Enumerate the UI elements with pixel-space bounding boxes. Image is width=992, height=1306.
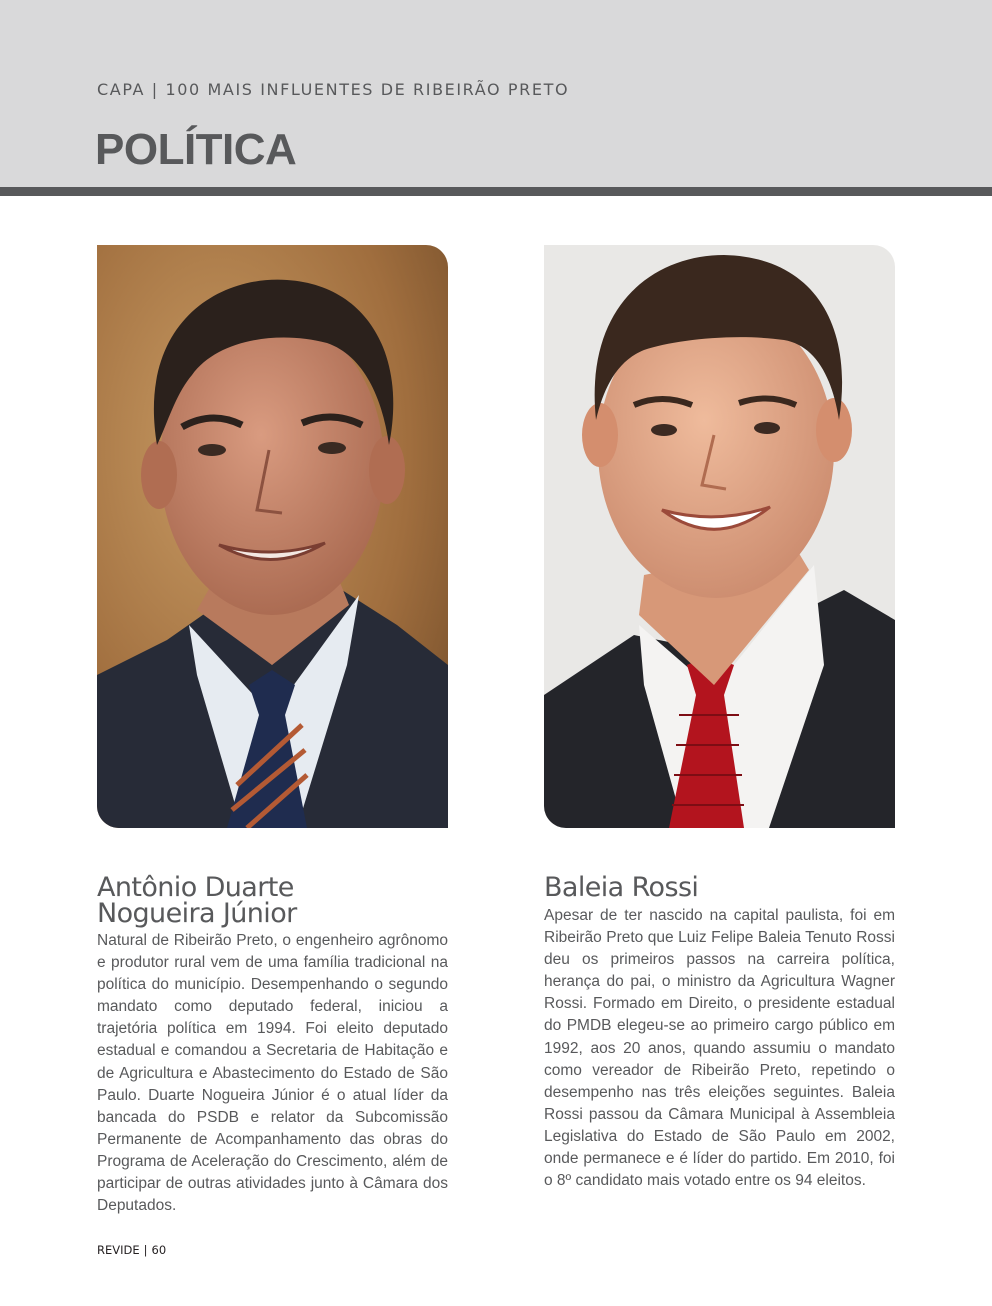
footer-magazine: REVIDE — [97, 1243, 140, 1257]
profile-bio-right: Apesar de ter nascido na capital paulista, foi em Ribeirão Preto que Luiz Felipe Baleia Tenuto Rossi deu os primeiros passos na carreira política, herança do pai, o ministro da Agricultura Wagner Rossi. Formado em Direito, o presidente estadual do PMDB elegeu-se ao primeiro cargo público em 1992, aos 20 anos, quando assumiu o mandato como vereador de Ribeirão Preto, repetindo o desempenho nas três eleições seguintes. Baleia Rossi passou da Câmara Municipal à Assembleia Legislativa do Estado de São Paulo em 2002, onde permanece e é líder do partido. Em 2010, foi o 8º candidato mais votado entre os 94 eleitos. — [544, 907, 895, 1190]
kicker — [97, 80, 569, 99]
profile-bio-left: Natural de Ribeirão Preto, o engenheiro agrônomo e produtor rural vem de uma família tradicional na política do município. Desempenhando o segundo mandato como deputado federal, iniciou a trajetória política em 1994. Foi eleito deputado estadual e comandou a Secretaria de Habitação e de Agricultura e Abastecimento do Estado de São Paulo. Duarte Nogueira Júnior é o atual líder da bancada do PSDB e relator da Subcomissão Permanente de Acompanhamento das obras do Programa de Aceleração do Crescimento, além de participar de outras atividades junto à Câmara dos Deputados. — [97, 932, 448, 1215]
footer-separator: | — [143, 1243, 148, 1257]
header-rule — [0, 187, 992, 196]
profile-name-right — [544, 872, 904, 903]
profile-name-left — [97, 872, 457, 929]
profile-name-right-line1: Baleia Rossi — [544, 872, 699, 903]
section-title: POLÍTICA — [95, 125, 297, 174]
footer-page-number: 60 — [151, 1243, 167, 1257]
kicker-section: CAPA — [97, 80, 146, 99]
kicker-title: 100 MAIS INFLUENTES DE RIBEIRÃO PRETO — [165, 80, 570, 99]
page-footer — [97, 1243, 166, 1257]
profile-name-left-line1: Antônio Duarte — [97, 872, 294, 903]
profile-name-left-line2: Nogueira Júnior — [97, 898, 297, 929]
kicker-separator: | — [151, 80, 159, 99]
portrait-photo-right — [544, 245, 895, 828]
portrait-photo-left — [97, 245, 448, 828]
